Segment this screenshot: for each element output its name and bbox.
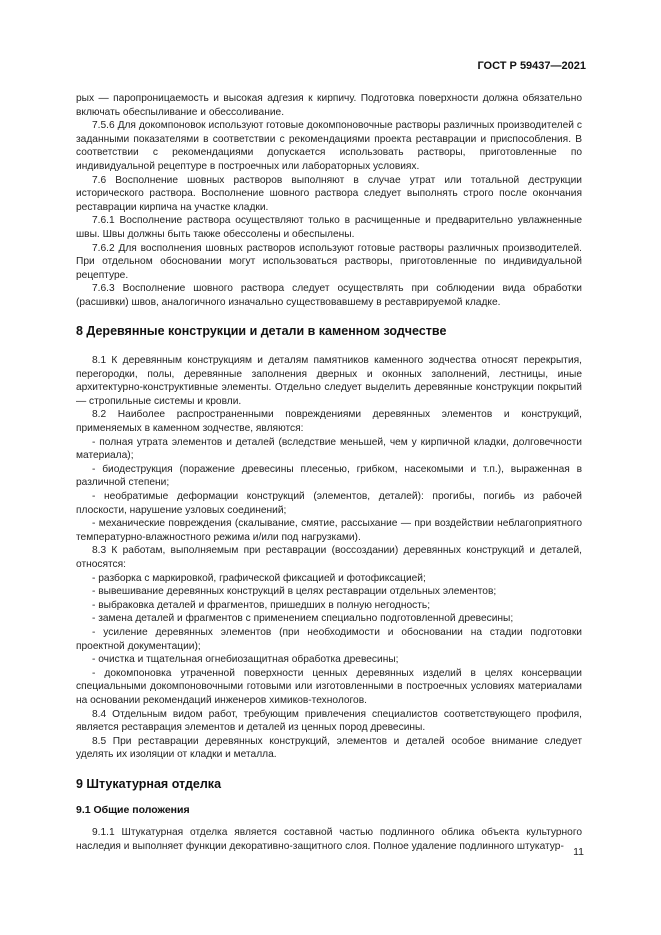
paragraph: 9.1.1 Штукатурная отделка является составной частью подлинного облика объекта культурного наследия и выполняет функции декоративно-защитного слоя. Полное удаление подлинного штукатур-: [76, 827, 582, 852]
paragraph: - докомпоновка утраченной поверхности ценных деревянных изделий в целях консервации специальными докомпоновочными готовыми или изготовленными в построечных условиях материалами на основании рекомендаций инженеров химиков-технологов.: [76, 667, 582, 706]
paragraph: - разборка с маркировкой, графической фиксацией и фотофиксацией;: [92, 572, 426, 584]
page-number: 11: [573, 846, 584, 858]
section-heading: 9 Штукатурная отделка: [76, 776, 222, 791]
paragraph: 7.6.3 Восполнение шовного раствора следует осуществлять при соблюдении вида обработки (расшивки) швов, аналогичного изначально существовавшему в реставрируемой кладке.: [76, 283, 582, 308]
paragraph: 8.4 Отдельным видом работ, требующим привлечения специалистов соответствующего профиля, является реставрация элементов и деталей из ценных пород древесины.: [76, 708, 582, 734]
paragraph: 7.5.6 Для докомпоновок используют готовые докомпоновочные растворы различных производителей с заданными показателями в соответствии с рекомендациями проекта реставрации и приспособления. В соответствии с рекомендациями допускается использовать растворы, приготовленные по индивидуальной рецептуре в построечных или лабораторных условиях.: [76, 120, 582, 172]
paragraph: 7.6.2 Для восполнения шовных растворов используют готовые растворы различных производителей. При отдельном обосновании могут использоваться растворы, приготовленные по индивидуальной рецептуре.: [76, 242, 582, 281]
paragraph: - усиление деревянных элементов (при необходимости и обосновании на стадии подготовки проектной документации);: [76, 626, 582, 652]
paragraph: - замена деталей и фрагментов с применением специально подготовленной древесины;: [92, 613, 514, 625]
paragraph: - выбраковка деталей и фрагментов, пришедших в полную негодность;: [92, 599, 431, 611]
paragraph: 8.3 К работам, выполняемым при реставрации (воссоздании) деревянных конструкций и деталей, относятся:: [76, 545, 582, 570]
paragraph: 7.6.1 Восполнение раствора осуществляют только в расчищенные и предварительно увлажненные швы. Швы должны быть также обессолены и обеспылены.: [76, 215, 582, 240]
document-body: [76, 92, 582, 853]
paragraph: - механические повреждения (скалывание, смятие, рассыхание — при воздействии неблагоприятного температурно-влажностного режима и/или под нагрузками).: [76, 518, 582, 543]
paragraph: рых — паропроницаемость и высокая адгезия к кирпичу. Подготовка поверхности должна обязательно включать обеспыливание и обессоливание.: [76, 93, 582, 118]
paragraph: - необратимые деформации конструкций (элементов, деталей): прогибы, погибь из рабочей плоскости, нарушение узловых соединений;: [76, 491, 582, 516]
paragraph: - полная утрата элементов и деталей (вследствие меньшей, чем у кирпичной кладки, долговечности материала);: [76, 436, 582, 462]
subsection-heading: 9.1 Общие положения: [76, 803, 190, 816]
paragraph: 8.2 Наиболее распространенными повреждениями деревянных элементов и конструкций, применяемых в каменном зодчестве, являются:: [76, 409, 582, 435]
paragraph: - очистка и тщательная огнебиозащитная обработка древесины;: [92, 654, 399, 666]
paragraph: 8.5 При реставрации деревянных конструкций, элементов и деталей особое внимание следует уделять их изоляции от кладки и металла.: [76, 735, 582, 761]
section-heading: 8 Деревянные конструкции и детали в каменном зодчестве: [76, 323, 447, 338]
paragraph: - вывешивание деревянных конструкций в целях реставрации отдельных элементов;: [92, 586, 497, 598]
document-standard-id: ГОСТ Р 59437—2021: [477, 60, 586, 72]
paragraph: 7.6 Восполнение шовных растворов выполняют в случае утрат или тотальной деструкции исторического раствора. Восполнение шовного раствора следует выполнять строго после окончания реставрации кирпича на участке кладки.: [76, 174, 582, 213]
paragraph: 8.1 К деревянным конструкциям и деталям памятников каменного зодчества относят перекрытия, перегородки, полы, деревянные заполнения дверных и оконных заполнений, лестницы, иные архитектурно-конструктивные элементы. Отдельно следует выделить деревянные конструкции покрытий — стропильные системы и кровли.: [76, 355, 582, 407]
paragraph: - биодеструкция (поражение древесины плесенью, грибком, насекомыми и т.п.), выраженная в различной степени;: [76, 463, 582, 489]
